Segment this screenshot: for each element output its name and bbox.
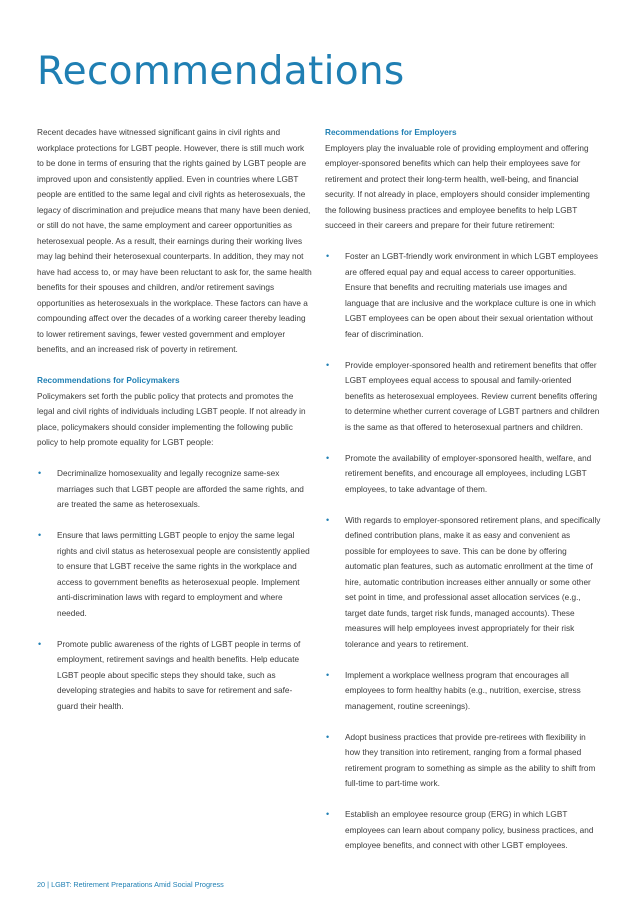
list-item: • Promote the availability of employer-sponsored health, welfare, and retirement benefits, and encourage all employees, including LGBT employees, to take advantage of them. bbox=[325, 451, 601, 498]
intro-paragraph: Recent decades have witnessed significant gains in civil rights and workplace protections for LGBT people. However, there is still much work to be done in terms of ensuring that the rights gained by LGBT people are improved upon and consistently applied. Even in countries where LGBT people are entitled to the same legal and civil rights as heterosexuals, the legacy of discrimination and prejudice means that many have been denied, or still do not have, the same employment and career opportunities as heterosexual people. As a result, their earnings during their working lives may lag behind their heterosexual counterparts. In addition, they may not have had access to, or may have been reluctant to ask for, the same health benefits for their spouses and children, and/or retirement savings opportunities as heterosexuals in the workplace. These factors can have a compounding affect over the decades of a working career thereby leading to lower retirement savings, fewer vested government and employer benefits, and an increased risk of poverty in retirement. bbox=[37, 128, 312, 354]
list-item: • Adopt business practices that provide pre-retirees with flexibility in how they transition into retirement, ranging from a formal phased retirement program to something as simple as the ability to shift from full-time to part-time work. bbox=[325, 730, 601, 792]
list-item: • With regards to employer-sponsored retirement plans, and specifically defined contribution plans, make it as easy and convenient as possible for employees to save. This can be done by offering automatic plan features, such as automatic enrollment at the time of hire, automatic contribution increases either annually or some other set point in time, and professional asset allocation services (e.g., target date funds, target risk funds, managed accounts). These measures will help employees invest appropriately for their risk tolerance and years to retirement. bbox=[325, 513, 601, 653]
list-item: • Promote public awareness of the rights of LGBT people in terms of employment, retirement savings and health benefits. Help educate LGBT people about specific steps they should take, such as developing strategies and habits to save for retirement and safe-guard their health. bbox=[37, 637, 313, 715]
list-item: • Establish an employee resource group (ERG) in which LGBT employees can learn about company policy, business practices, and employee benefits, and connect with other LGBT employees. bbox=[325, 807, 601, 854]
employers-heading: Recommendations for Employers bbox=[325, 128, 457, 137]
policymakers-heading: Recommendations for Policymakers bbox=[37, 376, 180, 385]
employers-intro: Employers play the invaluable role of providing employment and offering employer-sponsored benefits which can help their employees save for retirement and protect their long-term health, well-being, and financial security. If not already in place, employers should consider implementing the following business practices and employee benefits to help LGBT succeed in their careers and prepare for their future retirement: bbox=[325, 143, 590, 230]
policymakers-list bbox=[37, 466, 313, 714]
right-column bbox=[325, 125, 601, 854]
list-item: • Decriminalize homosexuality and legally recognize same-sex marriages such that LGBT people are afforded the same rights, and are treated the same as heterosexuals. bbox=[37, 466, 313, 513]
list-item: • Implement a workplace wellness program that encourages all employees to form healthy habits (e.g., nutrition, exercise, stress management, routine screenings). bbox=[325, 668, 601, 715]
page-footer: 20 | LGBT: Retirement Preparations Amid Social Progress bbox=[37, 880, 224, 889]
employers-list bbox=[325, 249, 601, 854]
list-item: • Foster an LGBT-friendly work environment in which LGBT employees are offered equal pay and equal access to career opportunities. Ensure that benefits and recruiting materials use images and language that are inclusive and the workplace culture is one in which LGBT employees can be open about their sexual orientation without fear of discrimination. bbox=[325, 249, 601, 342]
left-column bbox=[37, 125, 313, 714]
list-item: • Provide employer-sponsored health and retirement benefits that offer LGBT employees equal access to spousal and family-oriented benefits as heterosexual employees. Review current benefits offering to determine whether current coverage of LGBT partners and children is the same as that offered to heterosexual partners and children. bbox=[325, 358, 601, 436]
list-item: • Ensure that laws permitting LGBT people to enjoy the same legal rights and civil status as heterosexual people are consistently applied to ensure that LGBT receive the same rights in the workplace and access to government benefits as heterosexual people. Implement anti-discrimination laws with regard to employment and where needed. bbox=[37, 528, 313, 621]
policymakers-intro: Policymakers set forth the public policy that protects and promotes the legal and civil rights of individuals including LGBT people. If not already in place, policymakers should consider implementing the following public policy to help promote equality for LGBT people: bbox=[37, 391, 306, 447]
page-title: Recommendations bbox=[37, 49, 405, 94]
